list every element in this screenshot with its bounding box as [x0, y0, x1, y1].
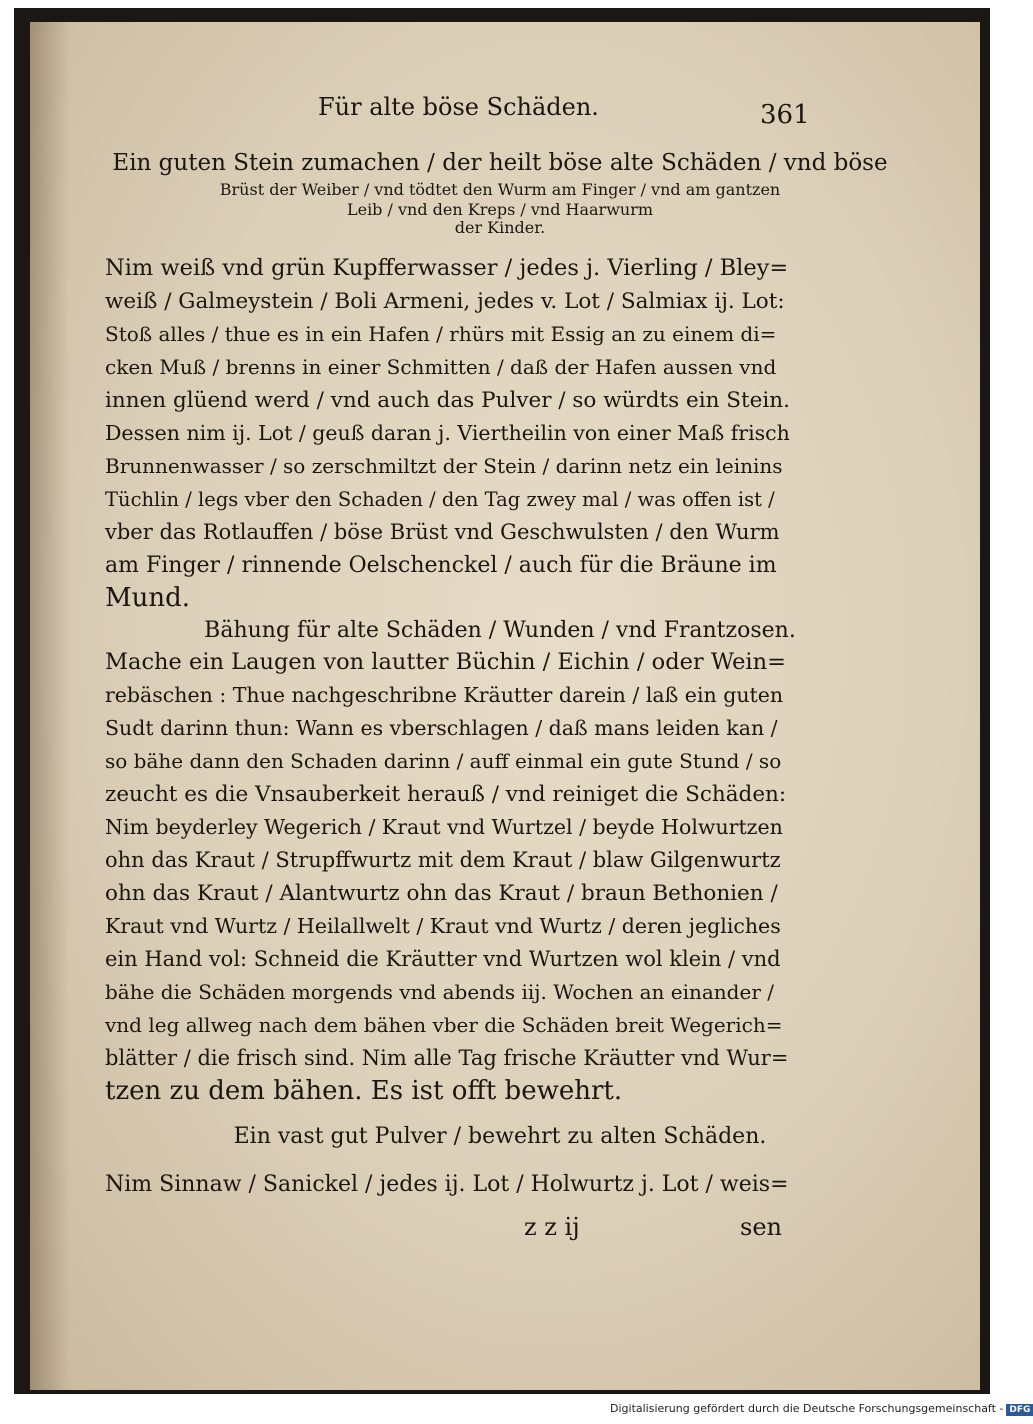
text-line: blätter / die frisch sind. Nim alle Tag frische Kräutter vnd Wur=: [105, 1046, 789, 1070]
text-line: Kraut vnd Wurtz / Heilallwelt / Kraut vnd Wurtz / deren jegliches: [105, 914, 781, 938]
text-line: so bähe dann den Schaden darinn / auff einmal ein gute Stund / so: [105, 749, 782, 773]
text-line: Nim weiß vnd grün Kupfferwasser / jedes j. Vierling / Bley=: [105, 255, 789, 281]
text-line: Nim Sinnaw / Sanickel / jedes ij. Lot / Holwurtz j. Lot / weis=: [105, 1172, 789, 1197]
running-title: Für alte böse Schäden.: [318, 93, 599, 121]
text-line: Tüchlin / legs vber den Schaden / den Tag zwey mal / was offen ist /: [105, 488, 775, 511]
text-line: Mund.: [105, 583, 191, 613]
section1-title-line: Brüst der Weiber / vnd tödtet den Wurm am Finger / vnd am gantzen: [219, 180, 781, 199]
section3-body: [105, 1168, 790, 1201]
text-line: weiß / Galmeystein / Boli Armeni, jedes v. Lot / Salmiax ij. Lot:: [105, 289, 785, 314]
text-line: rebäschen : Thue nachgeschribne Kräutter darein / laß ein guten: [105, 683, 784, 707]
section2-title: Bähung für alte Schäden / Wunden / vnd Frantzosen.: [204, 618, 796, 643]
text-line: Brunnenwasser / so zerschmiltzt der Stein / darinn netz ein leinins: [105, 454, 783, 478]
text-line: cken Muß / brenns in einer Schmitten / daß der Hafen aussen vnd: [105, 355, 777, 379]
catchword: sen: [740, 1213, 782, 1241]
section1-title-line: der Kinder.: [454, 218, 546, 237]
section2-body: [105, 646, 790, 1108]
text-line: am Finger / rinnende Oelschenckel / auch für die Bräune im: [105, 553, 777, 578]
text-line: zeucht es die Vnsauberkeit herauß / vnd reiniget die Schäden:: [105, 782, 787, 807]
section1-title-line: Ein guten Stein zumachen / der heilt böse alte Schäden / vnd böse: [112, 150, 888, 176]
text-line: tzen zu dem bähen. Es ist offt bewehrt.: [105, 1076, 623, 1106]
text-line: Dessen nim ij. Lot / geuß daran j. Viertheilin von einer Maß frisch: [105, 421, 790, 445]
text-line: innen glüend werd / vnd auch das Pulver / so würdts ein Stein.: [105, 388, 790, 413]
section1-title-line: Leib / vnd den Kreps / vnd Haarwurm: [346, 200, 654, 219]
text-line: ein Hand vol: Schneid die Kräutter vnd Wurtzen wol klein / vnd: [105, 947, 781, 971]
signature-mark: z z ij: [524, 1213, 580, 1241]
text-line: Stoß alles / thue es in ein Hafen / rhürs mit Essig an zu einem di=: [105, 322, 777, 346]
text-line: ohn das Kraut / Alantwurtz ohn das Kraut / braun Bethonien /: [105, 881, 778, 906]
text-line: ohn das Kraut / Strupffwurtz mit dem Kraut / blaw Gilgenwurtz: [105, 848, 781, 872]
section1-body: [105, 252, 790, 615]
text-line: Sudt darinn thun: Wann es vberschlagen / daß mans leiden kan /: [105, 716, 778, 740]
text-line: Nim beyderley Wegerich / Kraut vnd Wurtzel / beyde Holwurtzen: [105, 815, 783, 839]
text-line: Mache ein Laugen von lautter Büchin / Eichin / oder Wein=: [105, 649, 786, 675]
text-line: vnd leg allweg nach dem bähen vber die Schäden breit Wegerich=: [105, 1013, 783, 1037]
page-number: 361: [760, 100, 810, 130]
text-line: bähe die Schäden morgends vnd abends iij. Wochen an einander /: [105, 980, 774, 1004]
section3-title: Ein vast gut Pulver / bewehrt zu alten Schäden.: [233, 1124, 767, 1149]
dfg-logo: DFG: [1006, 1404, 1033, 1416]
footer-text: Digitalisierung gefördert durch die Deutsche Forschungsgemeinschaft -: [610, 1402, 1004, 1415]
text-line: vber das Rotlauffen / böse Brüst vnd Geschwulsten / den Wurm: [105, 520, 780, 544]
funding-footer: [610, 1402, 1033, 1416]
